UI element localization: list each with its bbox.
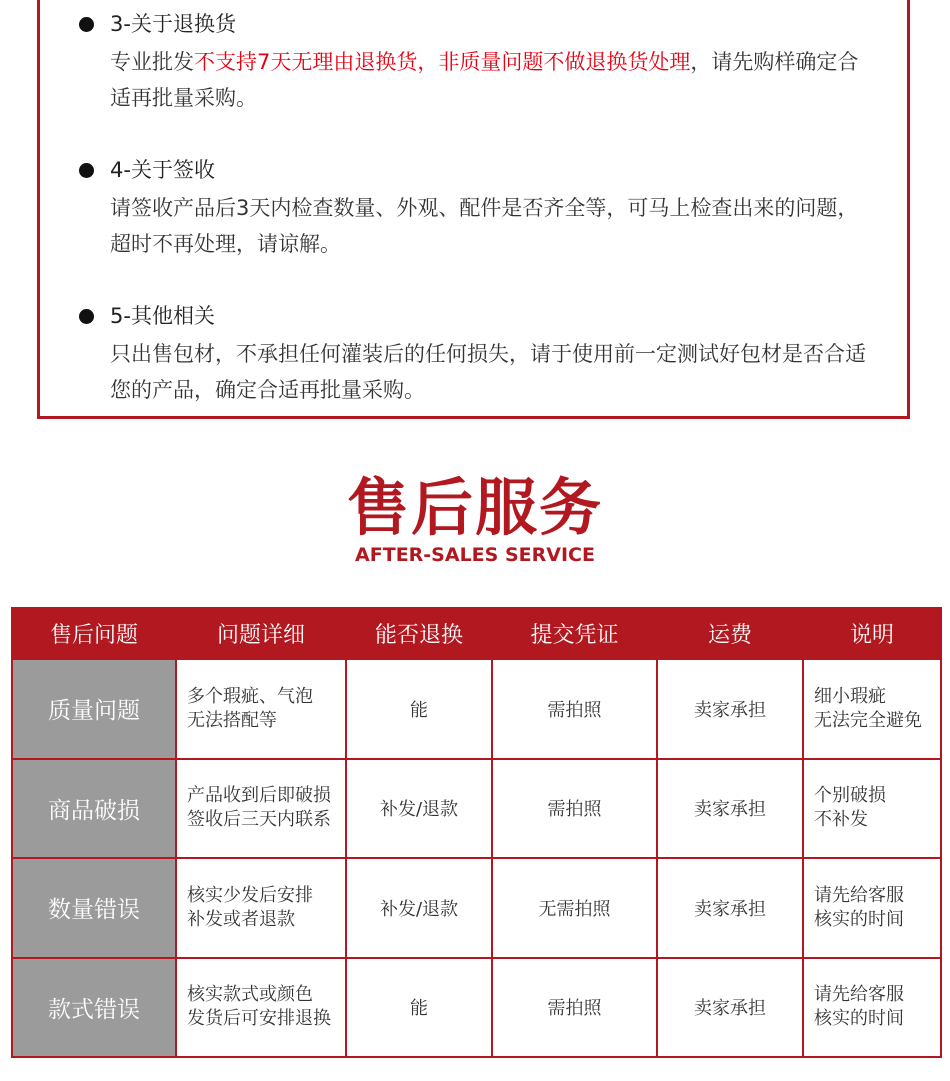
- header-returnable: 能否退换: [346, 608, 492, 659]
- returnable-cell: 能: [346, 659, 492, 759]
- detail-line: 签收后三天内联系: [187, 809, 331, 831]
- note-cell: [803, 659, 941, 759]
- bullet-icon: [79, 163, 94, 178]
- note-line: 请先给客服: [814, 984, 904, 1006]
- detail-line: 无法搭配等: [187, 709, 277, 731]
- bullet-icon: [79, 17, 94, 32]
- issue-cell: 质量问题: [12, 659, 176, 759]
- notice-body: 请签收产品后3天内检查数量、外观、配件是否齐全等，可马上检查出来的问题，超时不再处理，请谅解。: [110, 196, 859, 256]
- proof-cell: 需拍照: [492, 958, 657, 1058]
- note-line: 请先给客服: [814, 884, 904, 906]
- header-note: 说明: [803, 608, 941, 659]
- note-cell: [803, 958, 941, 1058]
- detail-line: 核实少发后安排: [187, 884, 313, 906]
- header-issue: 售后问题: [12, 608, 176, 659]
- proof-cell: 无需拍照: [492, 858, 657, 958]
- shipping-cell: 卖家承担: [657, 759, 803, 859]
- note-cell: [803, 759, 941, 859]
- returnable-cell: 能: [346, 958, 492, 1058]
- header-shipping: 运费: [657, 608, 803, 659]
- notice-text: 专业批发: [110, 50, 194, 74]
- note-line: 核实的时间: [814, 1008, 904, 1030]
- notice-highlight: 不支持7天无理由退换货，非质量问题不做退换货处理: [194, 50, 691, 74]
- table-row: [12, 759, 941, 859]
- proof-cell: 需拍照: [492, 659, 657, 759]
- table-row: [12, 659, 941, 759]
- table-header-row: [12, 608, 941, 659]
- after-sales-table: [11, 607, 942, 1058]
- notice-title: 3-关于退换货: [110, 12, 236, 36]
- shipping-cell: 卖家承担: [657, 958, 803, 1058]
- notice-body: 只出售包材，不承担任何灌装后的任何损失，请于使用前一定测试好包材是否合适您的产品，确定合适再批量采购。: [110, 342, 866, 402]
- returnable-cell: 补发/退款: [346, 858, 492, 958]
- section-subtitle: AFTER-SALES SERVICE: [355, 544, 595, 566]
- returnable-cell: 补发/退款: [346, 759, 492, 859]
- detail-cell: [176, 858, 346, 958]
- detail-cell: [176, 659, 346, 759]
- note-line: 核实的时间: [814, 908, 904, 930]
- shipping-cell: 卖家承担: [657, 858, 803, 958]
- note-line: 无法完全避免: [814, 709, 922, 731]
- shipping-cell: 卖家承担: [657, 659, 803, 759]
- notice-title: 5-其他相关: [110, 304, 215, 328]
- table-row: [12, 858, 941, 958]
- notice-returns: [79, 10, 879, 116]
- detail-line: 核实款式或颜色: [187, 984, 313, 1006]
- header-proof: 提交凭证: [492, 608, 657, 659]
- detail-line: 补发或者退款: [187, 908, 295, 930]
- notice-text: ，请先购样确定合适再批量采购。: [110, 50, 859, 110]
- detail-cell: [176, 958, 346, 1058]
- notice-title: 4-关于签收: [110, 158, 215, 182]
- detail-line: 多个瑕疵、气泡: [187, 685, 313, 707]
- proof-cell: 需拍照: [492, 759, 657, 859]
- bullet-icon: [79, 309, 94, 324]
- table-row: [12, 958, 941, 1058]
- issue-cell: 商品破损: [12, 759, 176, 859]
- note-cell: [803, 858, 941, 958]
- notice-signing: [79, 156, 879, 262]
- notice-other: [79, 302, 879, 408]
- note-line: 不补发: [814, 809, 868, 831]
- note-line: 细小瑕疵: [814, 685, 886, 707]
- issue-cell: 款式错误: [12, 958, 176, 1058]
- issue-cell: 数量错误: [12, 858, 176, 958]
- detail-line: 发货后可安排退换: [187, 1008, 331, 1030]
- detail-cell: [176, 759, 346, 859]
- detail-line: 产品收到后即破损: [187, 785, 331, 807]
- note-line: 个别破损: [814, 785, 886, 807]
- header-detail: 问题详细: [176, 608, 346, 659]
- notice-body: [110, 44, 870, 116]
- section-title: 售后服务: [346, 471, 603, 544]
